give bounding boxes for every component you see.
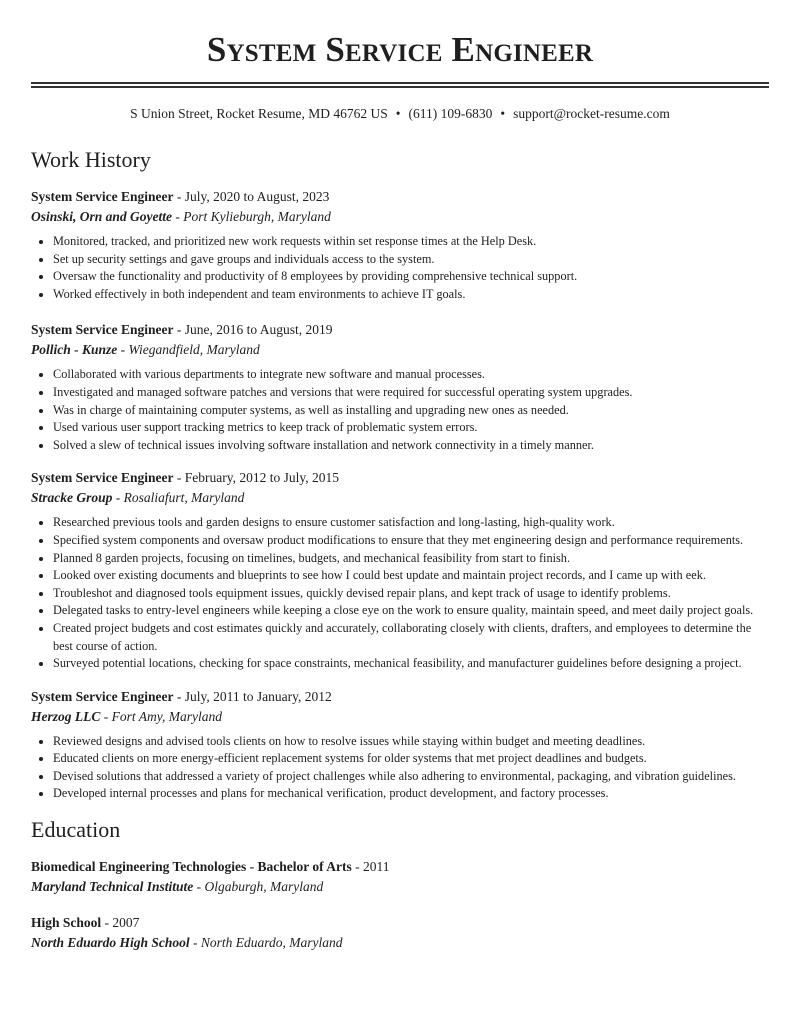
job-title-line: System Service Engineer - June, 2016 to August, 2019 xyxy=(31,322,333,338)
employer-line: Pollich - Kunze - Wiegandfield, Maryland xyxy=(31,342,260,358)
degree-year: 2007 xyxy=(112,915,140,931)
job-bullet: • Investigated and managed software patches and versions that were required for successful operating system upgrades. xyxy=(53,384,769,402)
employer-location: Wiegandfield, Maryland xyxy=(128,342,260,358)
job-entry xyxy=(31,187,769,303)
job-bullet: • Specified system components and oversaw product modifications to ensure that they met engineering design and performance requirements. xyxy=(53,532,769,550)
degree-name: Biomedical Engineering Technologies - Bachelor of Arts xyxy=(31,859,352,875)
employer-name: Stracke Group xyxy=(31,490,113,506)
degree-name: High School xyxy=(31,915,102,931)
job-dates: July, 2020 to August, 2023 xyxy=(184,189,330,204)
job-title-line: System Service Engineer - July, 2011 to January, 2012 xyxy=(31,688,332,704)
employer-location: Fort Amy, Maryland xyxy=(111,708,222,724)
degree-year: 2011 xyxy=(363,859,390,875)
job-dates: February, 2012 to July, 2015 xyxy=(184,470,339,486)
job-bullets xyxy=(31,514,769,672)
job-bullet: • Solved a slew of technical issues involving software installation and network connectivity in a timely manner. xyxy=(53,437,769,455)
contact-address: S Union Street, Rocket Resume, MD 46762 US xyxy=(130,106,388,121)
employer-location: Rosaliafurt, Maryland xyxy=(123,490,245,506)
job-entry xyxy=(31,468,769,672)
job-bullet: • Was in charge of maintaining computer systems, as well as installing and upgrading new ones as needed. xyxy=(53,402,769,420)
school-location: North Eduardo, Maryland xyxy=(200,935,343,951)
school-name: Maryland Technical Institute xyxy=(31,879,194,895)
employer-location: Port Kylieburgh, Maryland xyxy=(183,209,331,224)
job-bullets xyxy=(31,233,769,303)
job-bullet: • Planned 8 garden projects, focusing on timelines, budgets, and mechanical feasibility from start to finish. xyxy=(53,550,769,568)
employer-name: Herzog LLC xyxy=(31,708,101,724)
employer-line: Osinski, Orn and Goyette - Port Kylieburgh, Maryland xyxy=(31,209,331,224)
employer-name: Pollich - Kunze xyxy=(31,342,118,358)
contact-phone: (611) 109-6830 xyxy=(408,106,493,121)
job-position: System Service Engineer xyxy=(31,322,174,338)
job-title-line: System Service Engineer - July, 2020 to August, 2023 xyxy=(31,189,330,204)
degree-line: High School - 2007 xyxy=(31,915,140,931)
job-bullet: • Devised solutions that addressed a variety of project challenges while also adhering to environmental, packaging, and vibration guidelines. xyxy=(53,768,769,786)
job-title-line: System Service Engineer - February, 2012 to July, 2015 xyxy=(31,470,339,486)
job-position: System Service Engineer xyxy=(31,470,174,486)
contact-line xyxy=(31,105,769,123)
job-bullet: • Looked over existing documents and blueprints to see how I could best update and maintain project records, and I came up with eek. xyxy=(53,567,769,585)
job-bullet: • Delegated tasks to entry-level engineers while keeping a close eye on the work to ensure quality, maintain speed, and meet daily project goals. xyxy=(53,602,769,620)
employer-line: Herzog LLC - Fort Amy, Maryland xyxy=(31,708,222,724)
job-entry xyxy=(31,687,769,803)
job-bullets xyxy=(31,733,769,803)
work-history-heading: Work History xyxy=(31,147,151,172)
job-bullet: • Researched previous tools and garden designs to ensure customer satisfaction and long-lasting, high-quality work. xyxy=(53,514,769,532)
employer-line: Stracke Group - Rosaliafurt, Maryland xyxy=(31,490,245,506)
degree-line: Biomedical Engineering Technologies - Bachelor of Arts - 2011 xyxy=(31,859,390,875)
school-location: Olgaburgh, Maryland xyxy=(204,879,324,895)
header-divider xyxy=(31,82,769,88)
contact-email: support@rocket-resume.com xyxy=(513,106,670,121)
job-bullet: • Used various user support tracking metrics to keep track of problematic system errors. xyxy=(53,419,769,437)
education-heading: Education xyxy=(31,817,121,843)
bullet-separator: • xyxy=(500,106,506,121)
job-bullet: • Troubleshot and diagnosed tools equipment issues, quickly devised repair plans, and kept track of usage to identify problems. xyxy=(53,585,769,603)
employer-name: Osinski, Orn and Goyette xyxy=(31,209,173,224)
job-bullet: • Surveyed potential locations, checking for space constraints, mechanical feasibility, and manufacturer guidelines before designing a project. xyxy=(53,655,769,673)
bullet-separator: • xyxy=(395,106,401,121)
job-bullet: • Educated clients on more energy-efficient replacement systems for older systems that met project deadlines and budgets. xyxy=(53,750,769,768)
job-bullet: • Set up security settings and gave groups and individuals access to the system. xyxy=(53,251,769,269)
job-dates: June, 2016 to August, 2019 xyxy=(184,322,333,338)
education-entry xyxy=(31,857,769,897)
education-entry xyxy=(31,913,769,953)
job-bullet: • Worked effectively in both independent and team environments to achieve IT goals. xyxy=(53,286,769,304)
job-bullets xyxy=(31,366,769,454)
job-bullet: • Oversaw the functionality and productivity of 8 employees by providing comprehensive technical support. xyxy=(53,268,769,286)
school-line: North Eduardo High School - North Eduardo, Maryland xyxy=(31,935,343,951)
job-entry xyxy=(31,320,769,454)
job-bullet: • Monitored, tracked, and prioritized new work requests within set response times at the Help Desk. xyxy=(53,233,769,251)
school-name: North Eduardo High School xyxy=(31,935,190,951)
job-position: System Service Engineer xyxy=(31,189,174,204)
job-bullet: • Reviewed designs and advised tools clients on how to resolve issues while staying within budget and meeting deadlines. xyxy=(53,733,769,751)
school-line: Maryland Technical Institute - Olgaburgh, Maryland xyxy=(31,879,324,895)
resume-name: System Service Engineer xyxy=(206,30,594,69)
job-bullet: • Created project budgets and cost estimates quickly and accurately, collaborating closely with clients, drafters, and employees to determine the best course of action. xyxy=(53,620,769,655)
job-dates: July, 2011 to January, 2012 xyxy=(184,688,332,704)
job-position: System Service Engineer xyxy=(31,688,174,704)
job-bullet: • Developed internal processes and plans for mechanical verification, product development, and factory processes. xyxy=(53,785,769,803)
job-bullet: • Collaborated with various departments to integrate new software and manual processes. xyxy=(53,366,769,384)
